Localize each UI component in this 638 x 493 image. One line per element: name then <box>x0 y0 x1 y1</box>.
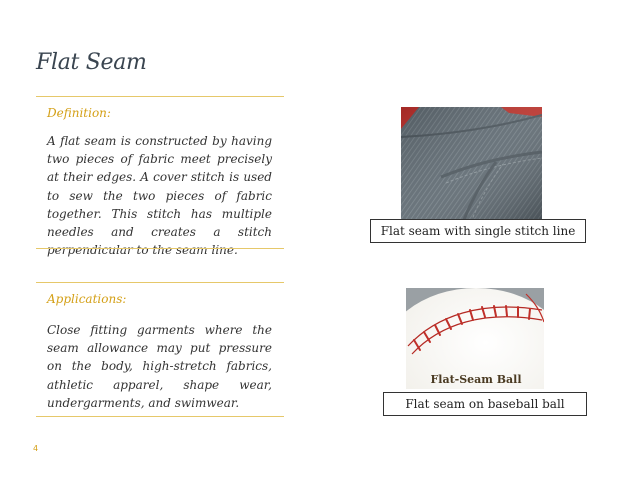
page-title: Flat Seam <box>36 50 147 75</box>
definition-text: A flat seam is constructed by having two pieces of fabric meet precisely at their edges. A cover stitch is used to sew the two pieces of fabric together. This stitch has multiple needles and creates a stitch perpendicular to the seam line. <box>47 134 272 258</box>
page-number: 4 <box>33 444 39 453</box>
applications-text: Close fitting garments where the seam allowance may put pressure on the body, high-stretch fabrics, athletic apparel, shape wear, undergarments, and swimwear. <box>47 323 272 410</box>
figure-caption: Flat seam on baseball ball <box>383 392 587 416</box>
baseball-image-label: Flat-Seam Ball <box>430 373 522 386</box>
section-divider <box>36 96 284 97</box>
section-divider <box>36 248 284 249</box>
section-divider <box>36 282 284 283</box>
flat-seam-fabric-photo <box>401 107 542 222</box>
baseball-photo <box>406 288 544 389</box>
definition-heading: Definition: <box>47 106 111 120</box>
applications-heading: Applications: <box>47 292 127 306</box>
section-divider <box>36 416 284 417</box>
figure-caption: Flat seam with single stitch line <box>370 219 586 243</box>
